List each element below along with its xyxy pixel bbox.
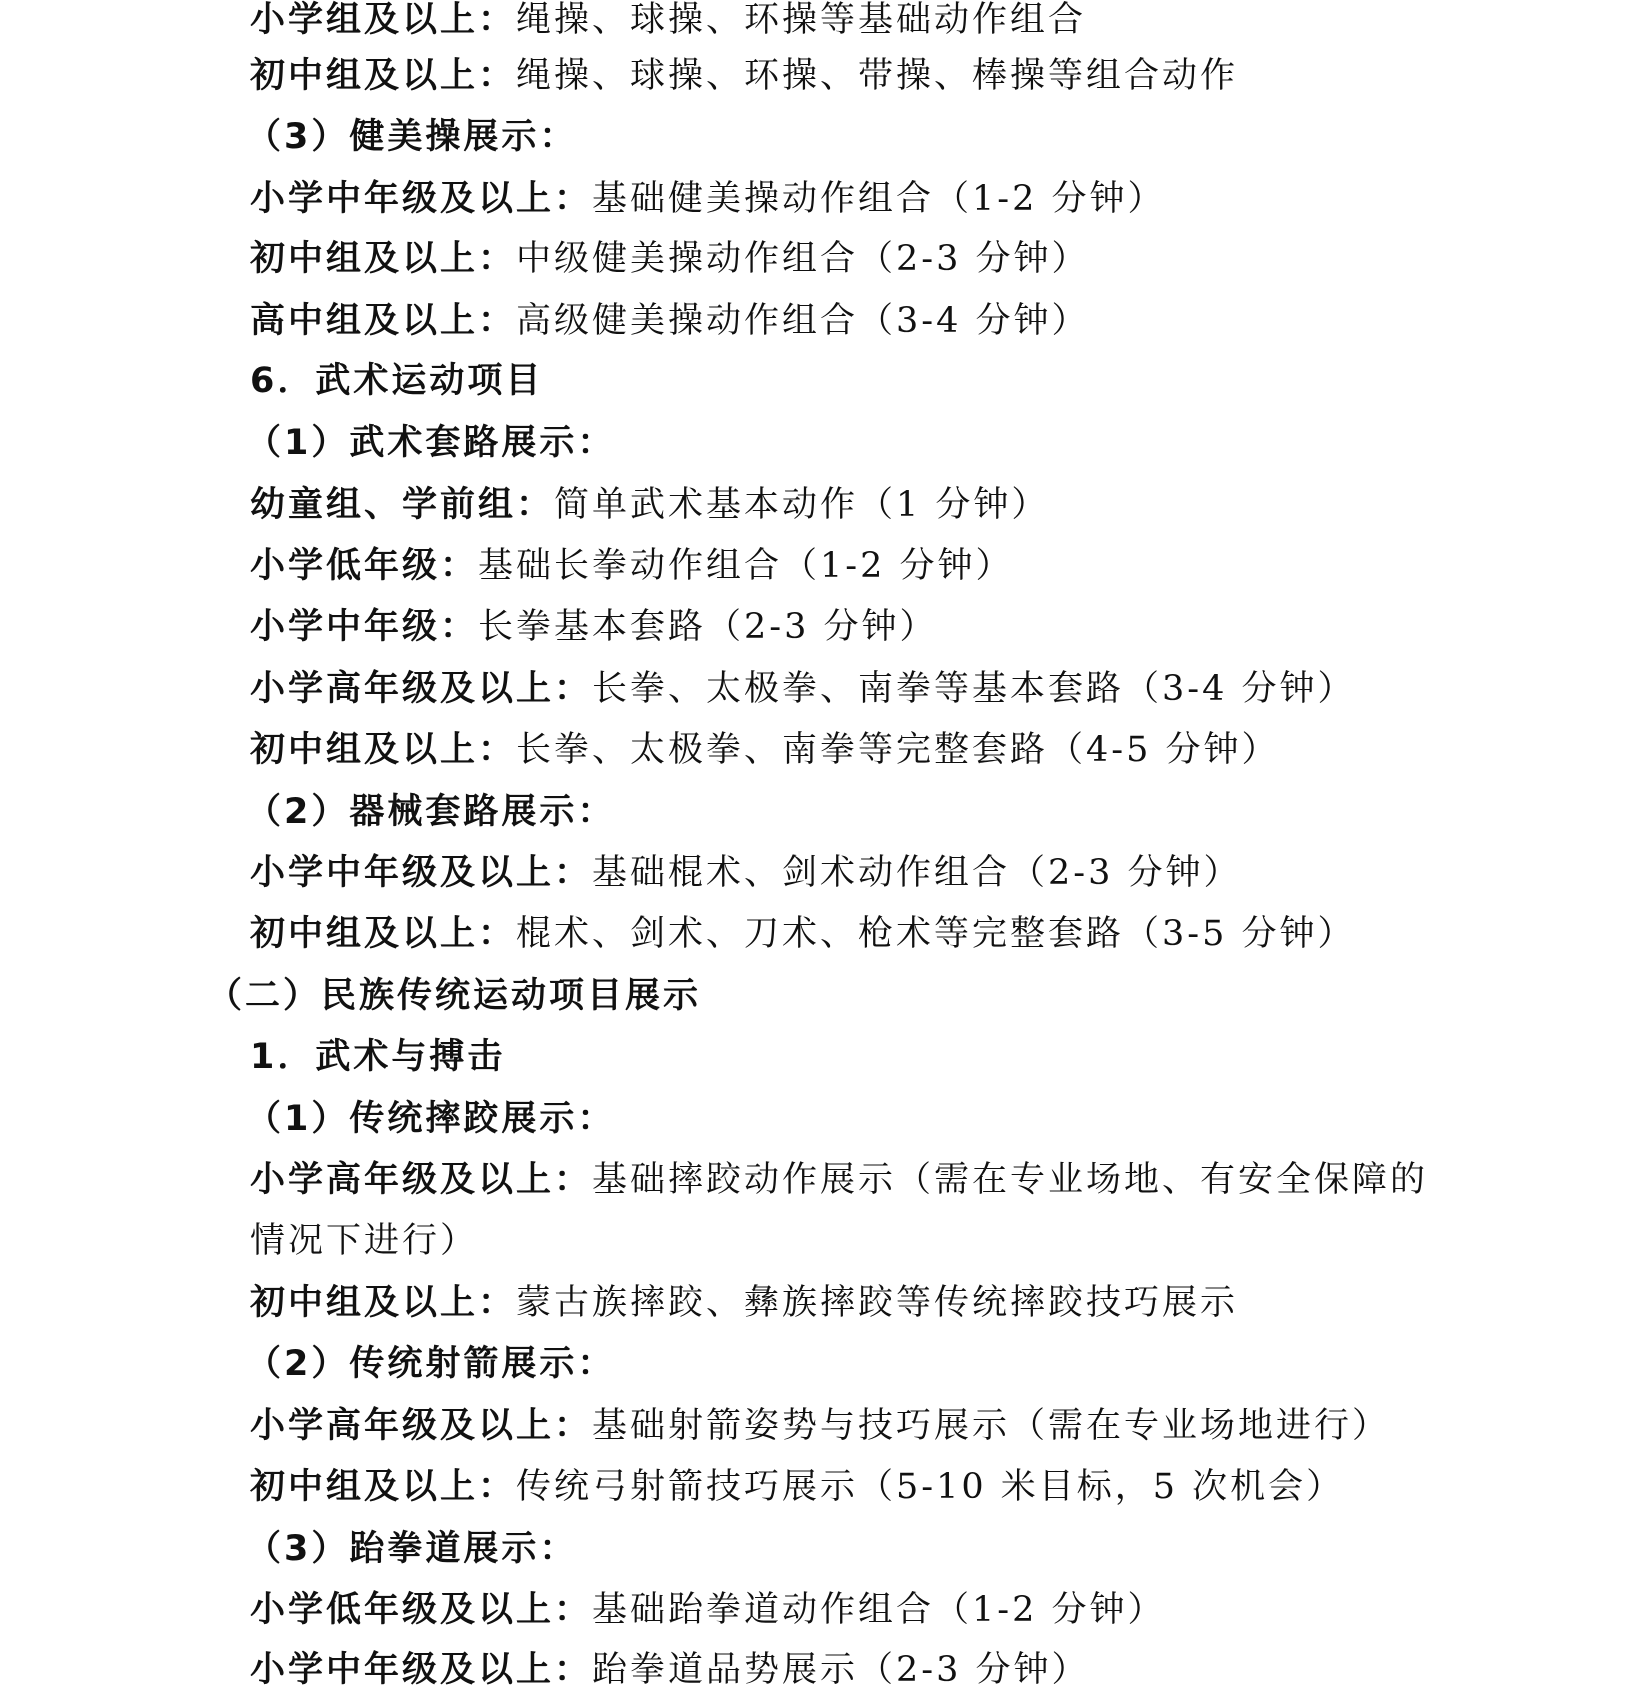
heading-text: 6．武术运动项目 [250,361,544,401]
document-line [250,912,1356,956]
line-text: 中级健美操动作组合（2-3 分钟） [516,239,1090,279]
line-text: 绳操、球操、环操、带操、棒操等组合动作 [516,56,1239,96]
document-line [250,299,1090,343]
document-line [250,1465,1344,1509]
line-text: 跆拳道品势展示（2-3 分钟） [592,1650,1090,1690]
heading-text: （1）传统摔跤展示： [246,1099,616,1139]
line-text: 棍术、剑术、刀术、枪术等完整套路（3-5 分钟） [516,914,1356,954]
document-line [250,1648,1090,1692]
line-label: 小学中年级及以上： [250,853,593,893]
document-line [250,0,1086,42]
document-line [250,483,1049,527]
line-text: 蒙古族摔跤、彝族摔跤等传统摔跤技巧展示 [516,1283,1239,1323]
line-text: 传统弓射箭技巧展示（5-10 米目标，5 次机会） [516,1467,1345,1507]
document-line [250,851,1242,895]
line-text: 高级健美操动作组合（3-4 分钟） [516,301,1090,341]
line-label: 初中组及以上： [250,1283,517,1323]
document-line [250,237,1090,281]
heading-text: （3）健美操展示： [246,117,578,157]
section-heading [246,421,615,465]
heading-text: （3）跆拳道展示： [246,1529,578,1569]
heading-text: （2）器械套路展示： [246,792,616,832]
line-label: 小学低年级及以上： [250,1590,593,1630]
line-label: 高中组及以上： [250,301,517,341]
line-label: 初中组及以上： [250,1467,517,1507]
section-heading [207,974,701,1018]
document-line [250,177,1166,221]
line-text: 简单武术基本动作（1 分钟） [554,485,1050,525]
line-label: 初中组及以上： [250,239,517,279]
line-text: 基础棍术、剑术动作组合（2-3 分钟） [592,853,1242,893]
document-line [250,1219,478,1263]
line-text: 长拳、太极拳、南拳等完整套路（4-5 分钟） [516,730,1280,770]
heading-text: 1．武术与搏击 [250,1037,506,1077]
line-text: 基础健美操动作组合（1-2 分钟） [592,179,1166,219]
document-line [250,605,938,649]
document-line [250,1588,1166,1632]
section-heading [246,115,577,159]
document-line [250,1404,1390,1448]
document-line [250,728,1280,772]
line-label: 初中组及以上： [250,56,517,96]
heading-text: （二）民族传统运动项目展示 [207,976,702,1016]
line-text: 绳操、球操、环操等基础动作组合 [516,0,1087,40]
line-text: 基础摔跤动作展示（需在专业场地、有安全保障的 [592,1160,1429,1200]
line-text: 基础跆拳道动作组合（1-2 分钟） [592,1590,1166,1630]
line-label: 初中组及以上： [250,730,517,770]
section-heading [246,790,615,834]
line-label: 小学高年级及以上： [250,1406,593,1446]
document-line [250,54,1238,98]
section-heading [246,1342,615,1386]
section-heading [250,359,543,403]
line-label: 小学中年级： [250,607,479,647]
section-heading [250,1035,505,1079]
line-label: 小学中年级及以上： [250,1650,593,1690]
heading-text: （2）传统射箭展示： [246,1344,616,1384]
line-label: 幼童组、学前组： [250,485,555,525]
line-text: 基础长拳动作组合（1-2 分钟） [478,546,1014,586]
line-label: 小学中年级及以上： [250,179,593,219]
heading-text: （1）武术套路展示： [246,423,616,463]
document-line [250,544,1014,588]
document-line [250,1281,1238,1325]
section-heading [246,1097,615,1141]
line-label: 小学组及以上： [250,0,517,40]
line-text: 情况下进行） [250,1221,479,1261]
line-text: 基础射箭姿势与技巧展示（需在专业场地进行） [592,1406,1391,1446]
document-line [250,667,1356,711]
line-text: 长拳、太极拳、南拳等基本套路（3-4 分钟） [592,669,1356,709]
line-label: 初中组及以上： [250,914,517,954]
line-label: 小学高年级及以上： [250,669,593,709]
line-label: 小学高年级及以上： [250,1160,593,1200]
section-heading [246,1527,577,1571]
line-text: 长拳基本套路（2-3 分钟） [478,607,938,647]
document-line [250,1158,1428,1202]
line-label: 小学低年级： [250,546,479,586]
